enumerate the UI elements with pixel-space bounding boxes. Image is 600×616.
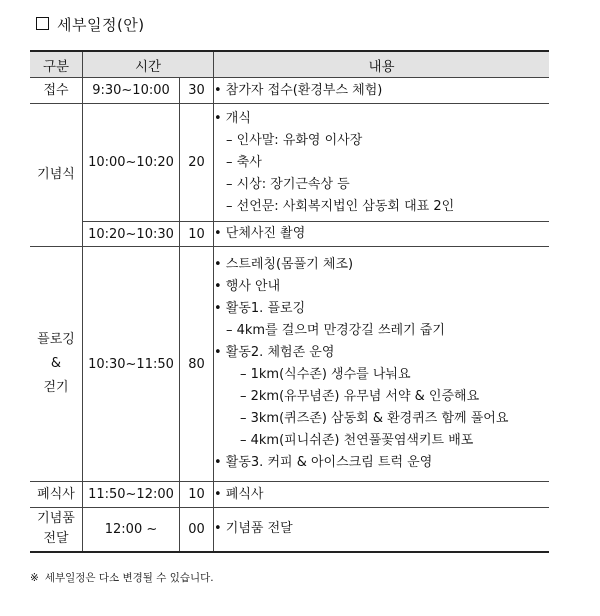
table-row [30, 482, 549, 508]
footnote [30, 570, 214, 585]
content-line: • 행사 안내 [214, 279, 281, 294]
category-line: 기념식 [37, 167, 75, 182]
minutes-cell: 30 [180, 78, 214, 104]
category-cell [30, 247, 83, 482]
header-content: 내용 [214, 51, 550, 78]
content-line: • 활동3. 커피 & 아이스크림 트럭 운영 [214, 455, 433, 470]
category-line: 플로깅 [37, 332, 75, 347]
category-line: 전달 [43, 531, 69, 547]
content-line: • 활동2. 체험존 운영 [214, 345, 335, 360]
content-cell [214, 222, 550, 247]
table-row [30, 247, 549, 482]
category-cell [30, 104, 83, 247]
content-line: • 활동1. 플로깅 [214, 301, 306, 316]
content-line: • 참가자 접수(환경부스 체험) [214, 82, 383, 98]
content-line: – 축사 [226, 154, 262, 170]
time-cell: 9:30~10:00 [83, 78, 180, 104]
time-cell: 11:50~12:00 [83, 482, 180, 508]
category-line: 접수 [43, 82, 69, 98]
table-row [30, 78, 549, 104]
content-line: • 폐식사 [214, 486, 264, 502]
content-line: – 인사말: 유화영 이사장 [226, 132, 363, 148]
time-cell: 10:20~10:30 [83, 222, 180, 247]
schedule-table [30, 50, 549, 553]
note-mark: ※ [30, 572, 39, 584]
content-line: • 기념품 전달 [214, 521, 293, 537]
content-line: – 2km(유무념존) 유무념 서약 & 인증해요 [240, 389, 480, 404]
header-category: 구분 [30, 51, 83, 78]
content-cell [214, 508, 550, 552]
category-line: 걷기 [43, 380, 69, 395]
category-cell [30, 78, 83, 104]
content-cell [214, 78, 550, 104]
time-cell: 10:30~11:50 [83, 247, 180, 482]
content-line: – 4km를 걸으며 만경강길 쓰레기 줍기 [226, 323, 445, 338]
category-cell [30, 482, 83, 508]
table-row [30, 222, 549, 247]
page-title [36, 14, 145, 35]
time-cell: 10:00~10:20 [83, 104, 180, 222]
minutes-cell: 80 [180, 247, 214, 482]
note-text: 세부일정은 다소 변경될 수 있습니다. [44, 572, 214, 584]
content-line: – 시상: 장기근속상 등 [226, 176, 350, 192]
content-line: – 3km(퀴즈존) 삼동회 & 환경퀴즈 함께 풀어요 [240, 411, 509, 426]
content-line: – 1km(식수존) 생수를 나눠요 [240, 367, 411, 382]
content-cell [214, 482, 550, 508]
time-cell: 12:00 ~ [83, 508, 180, 552]
title-text: 세부일정(안) [57, 16, 145, 34]
table-header-row [30, 51, 549, 78]
category-line: & [50, 356, 62, 371]
category-cell [30, 508, 83, 552]
minutes-cell: 00 [180, 508, 214, 552]
header-time: 시간 [83, 51, 214, 78]
content-line: – 선언문: 사회복지법인 삼동회 대표 2인 [226, 198, 455, 214]
table-row [30, 104, 549, 222]
content-line: • 개식 [214, 110, 251, 126]
content-line: • 단체사진 촬영 [214, 226, 306, 241]
category-line: 폐식사 [37, 486, 75, 502]
checkbox-square-icon [36, 17, 49, 30]
minutes-cell: 10 [180, 222, 214, 247]
content-line: – 4km(피니쉬존) 천연풀꽃염색키트 배포 [240, 433, 474, 448]
content-line: • 스트레칭(몸풀기 체조) [214, 257, 354, 272]
table-row [30, 508, 549, 552]
category-line: 기념품 [37, 511, 75, 527]
content-cell [214, 104, 550, 222]
minutes-cell: 20 [180, 104, 214, 222]
minutes-cell: 10 [180, 482, 214, 508]
content-cell [214, 247, 550, 482]
